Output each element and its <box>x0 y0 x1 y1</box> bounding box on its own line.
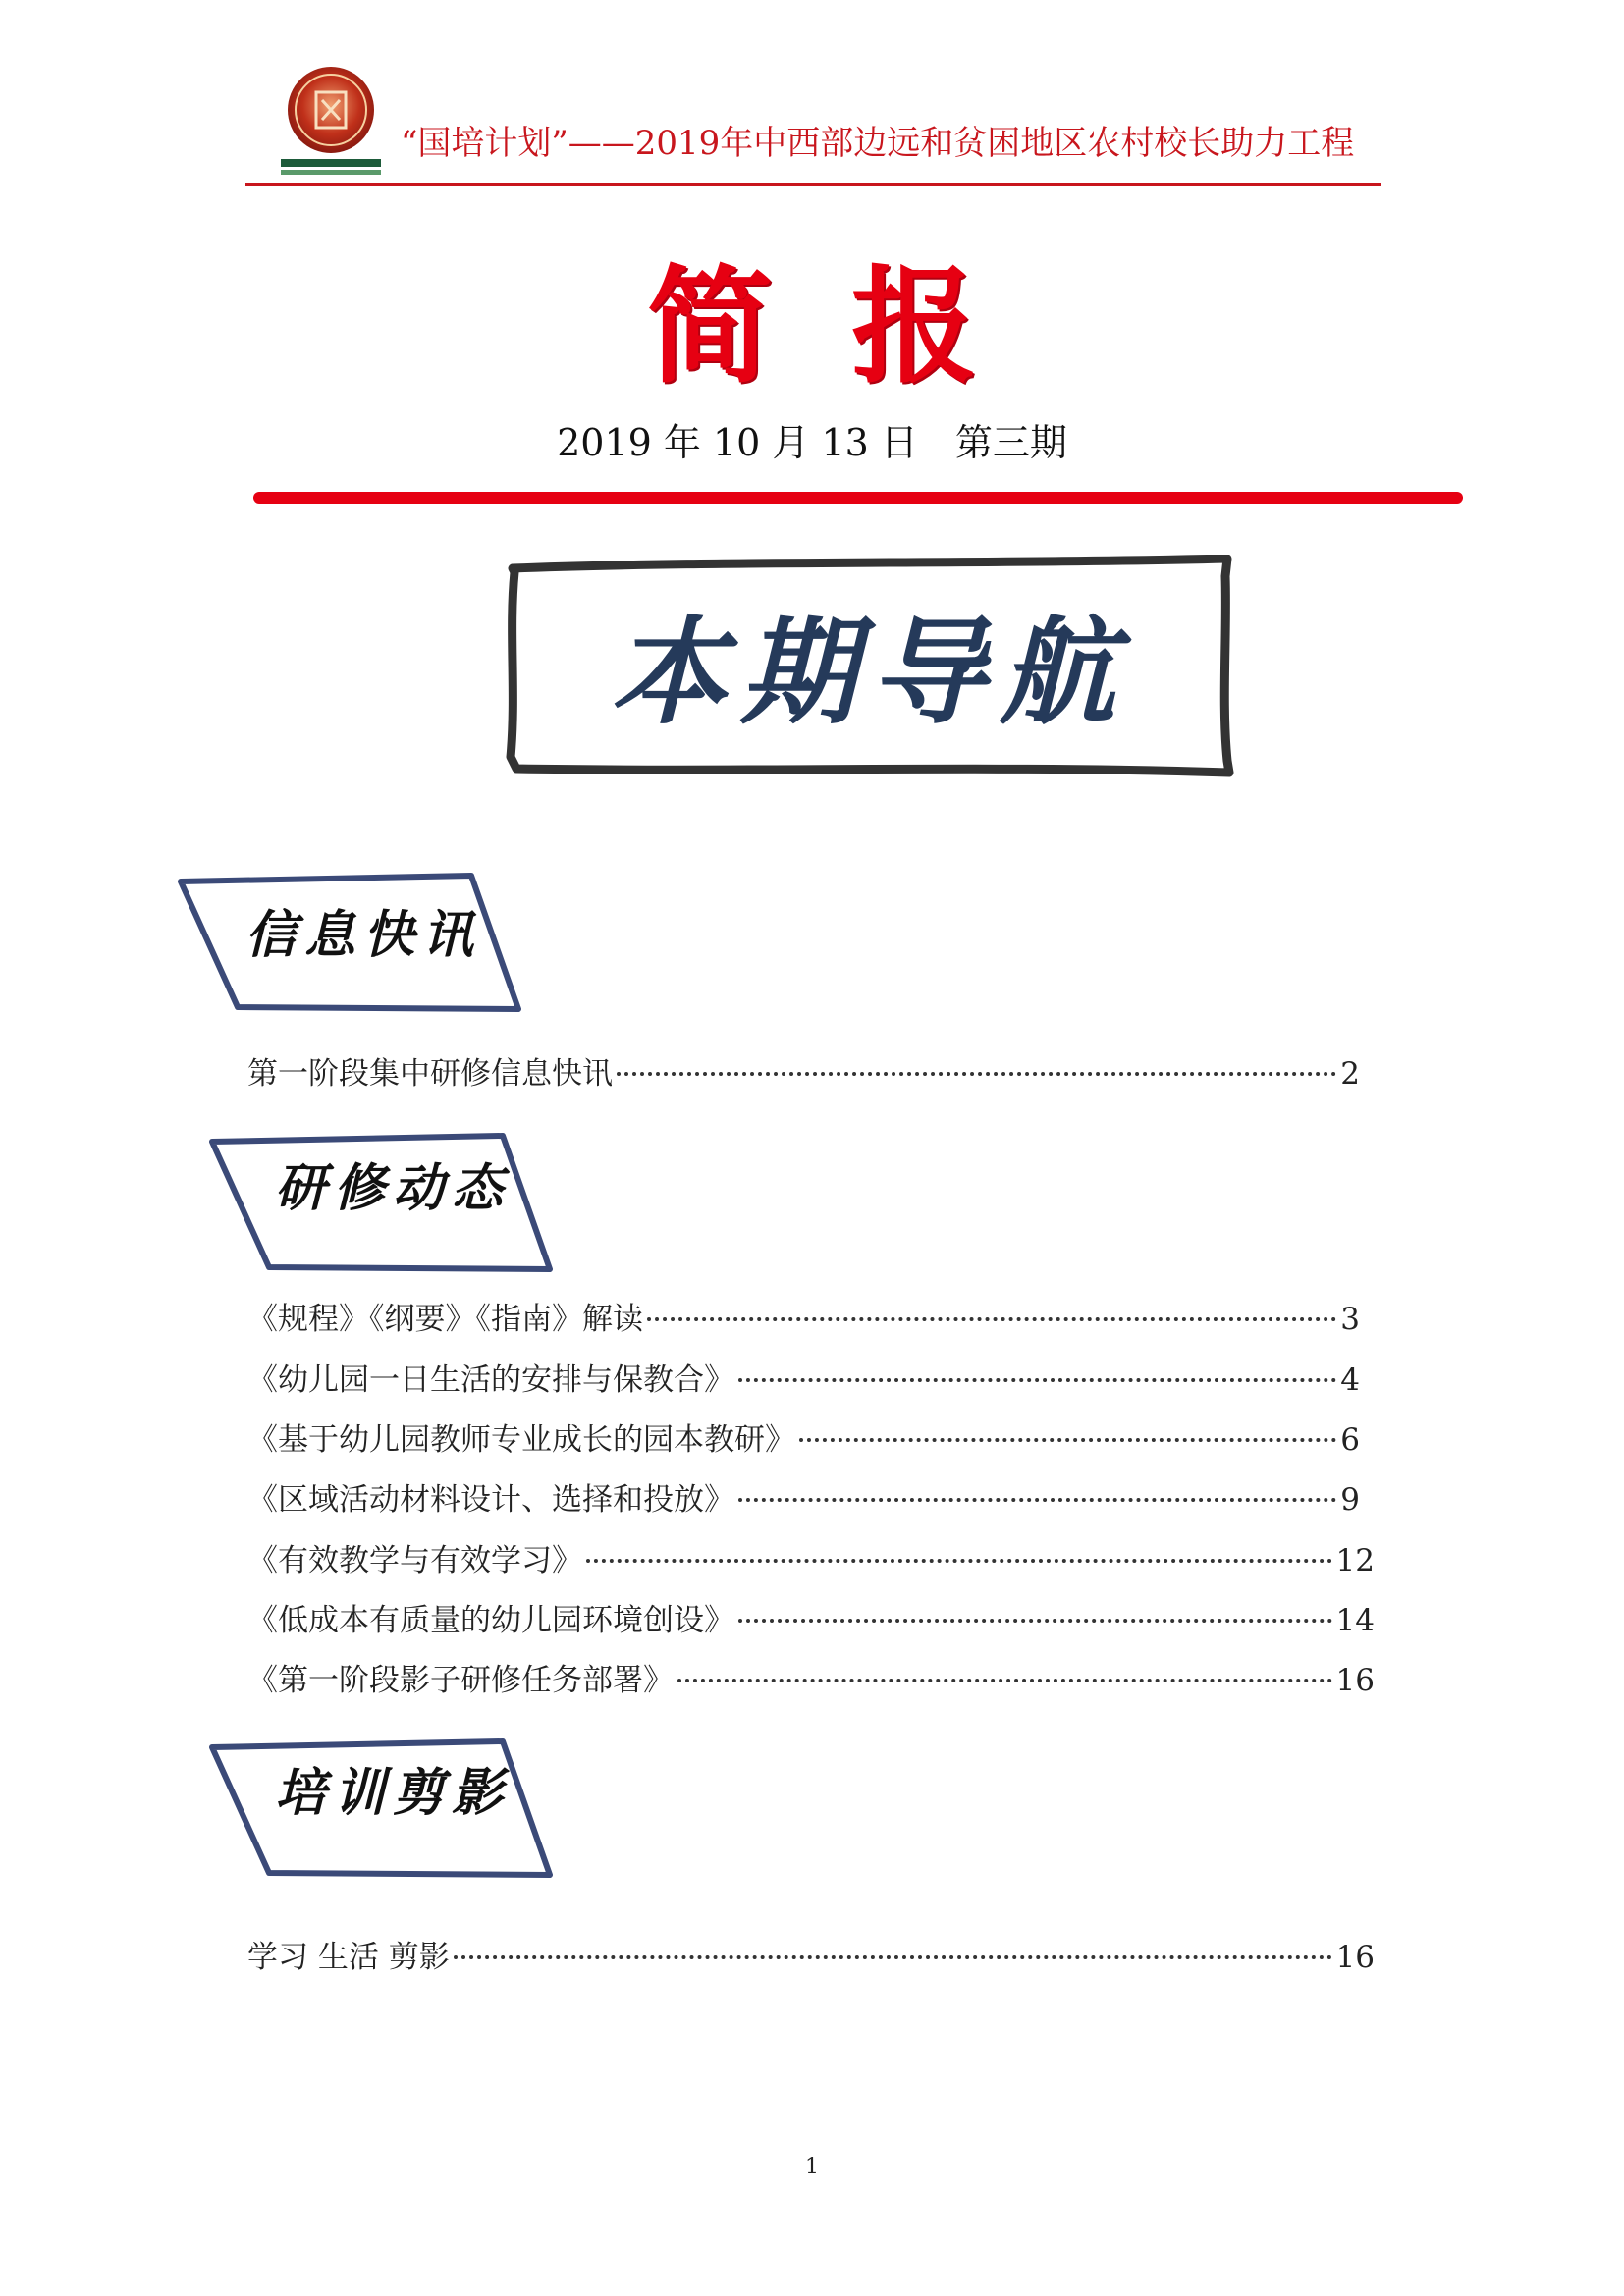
toc-page-number: 4 <box>1340 1362 1360 1398</box>
toc-page-number: 16 <box>1335 1940 1375 1975</box>
toc-page-number: 6 <box>1340 1422 1360 1458</box>
toc-leader-dots <box>647 1317 1336 1321</box>
toc-row[interactable] <box>247 1474 1360 1519</box>
issue-date: 2019 年 10 月 13 日 第三期 <box>557 421 1067 464</box>
toc-leader-dots <box>738 1619 1332 1623</box>
toc-entry-text: 《幼儿园一日生活的安排与保教合》 <box>247 1362 734 1398</box>
section-label-research: 研修动态 <box>275 1159 512 1218</box>
toc-page-number: 9 <box>1340 1482 1360 1518</box>
toc-entry-text: 《低成本有质量的幼儿园环境创设》 <box>247 1603 734 1638</box>
toc-page-number: 12 <box>1335 1543 1375 1578</box>
toc-row[interactable] <box>247 1048 1360 1093</box>
bulletin-title: 简报 <box>646 254 1056 400</box>
toc-row[interactable] <box>247 1294 1360 1338</box>
toc-row[interactable] <box>247 1415 1360 1459</box>
toc-leader-dots <box>738 1378 1336 1382</box>
nav-title: 本期导航 <box>610 605 1129 740</box>
toc-entry-text: 《第一阶段影子研修任务部署》 <box>247 1663 674 1698</box>
toc-entry-text: 学习 生活 剪影 <box>247 1940 450 1975</box>
toc-row[interactable] <box>247 1655 1375 1699</box>
toc-leader-dots <box>677 1679 1332 1682</box>
toc-entry-text: 《规程》《纲要》《指南》解读 <box>247 1302 643 1337</box>
toc-row[interactable] <box>247 1932 1375 1976</box>
toc-leader-dots <box>738 1498 1336 1502</box>
toc-entry-text: 第一阶段集中研修信息快讯 <box>247 1056 613 1092</box>
toc-row[interactable] <box>247 1595 1375 1639</box>
red-divider-bar <box>253 492 1463 504</box>
header-divider <box>245 183 1381 186</box>
toc-row[interactable] <box>247 1535 1375 1579</box>
section-label-news: 信息快讯 <box>245 906 482 965</box>
toc-leader-dots <box>799 1438 1336 1442</box>
toc-page-number: 2 <box>1340 1056 1360 1092</box>
college-logo <box>277 63 385 181</box>
toc-page-number: 3 <box>1340 1302 1360 1337</box>
toc-leader-dots <box>617 1072 1336 1076</box>
toc-entry-text: 《有效教学与有效学习》 <box>247 1543 582 1578</box>
header-title: “国培计划”——2019年中西部边远和贫困地区农村校长助力工程 <box>401 124 1355 163</box>
toc-entry-text: 《基于幼儿园教师专业成长的园本教研》 <box>247 1422 795 1458</box>
toc-row[interactable] <box>247 1355 1360 1399</box>
toc-leader-dots <box>586 1559 1332 1563</box>
toc-page-number: 16 <box>1335 1663 1375 1698</box>
toc-page-number: 14 <box>1335 1603 1375 1638</box>
toc-leader-dots <box>454 1955 1332 1959</box>
toc-entry-text: 《区域活动材料设计、选择和投放》 <box>247 1482 734 1518</box>
page-number: 1 <box>805 2155 819 2179</box>
section-label-photos: 培训剪影 <box>275 1764 512 1823</box>
